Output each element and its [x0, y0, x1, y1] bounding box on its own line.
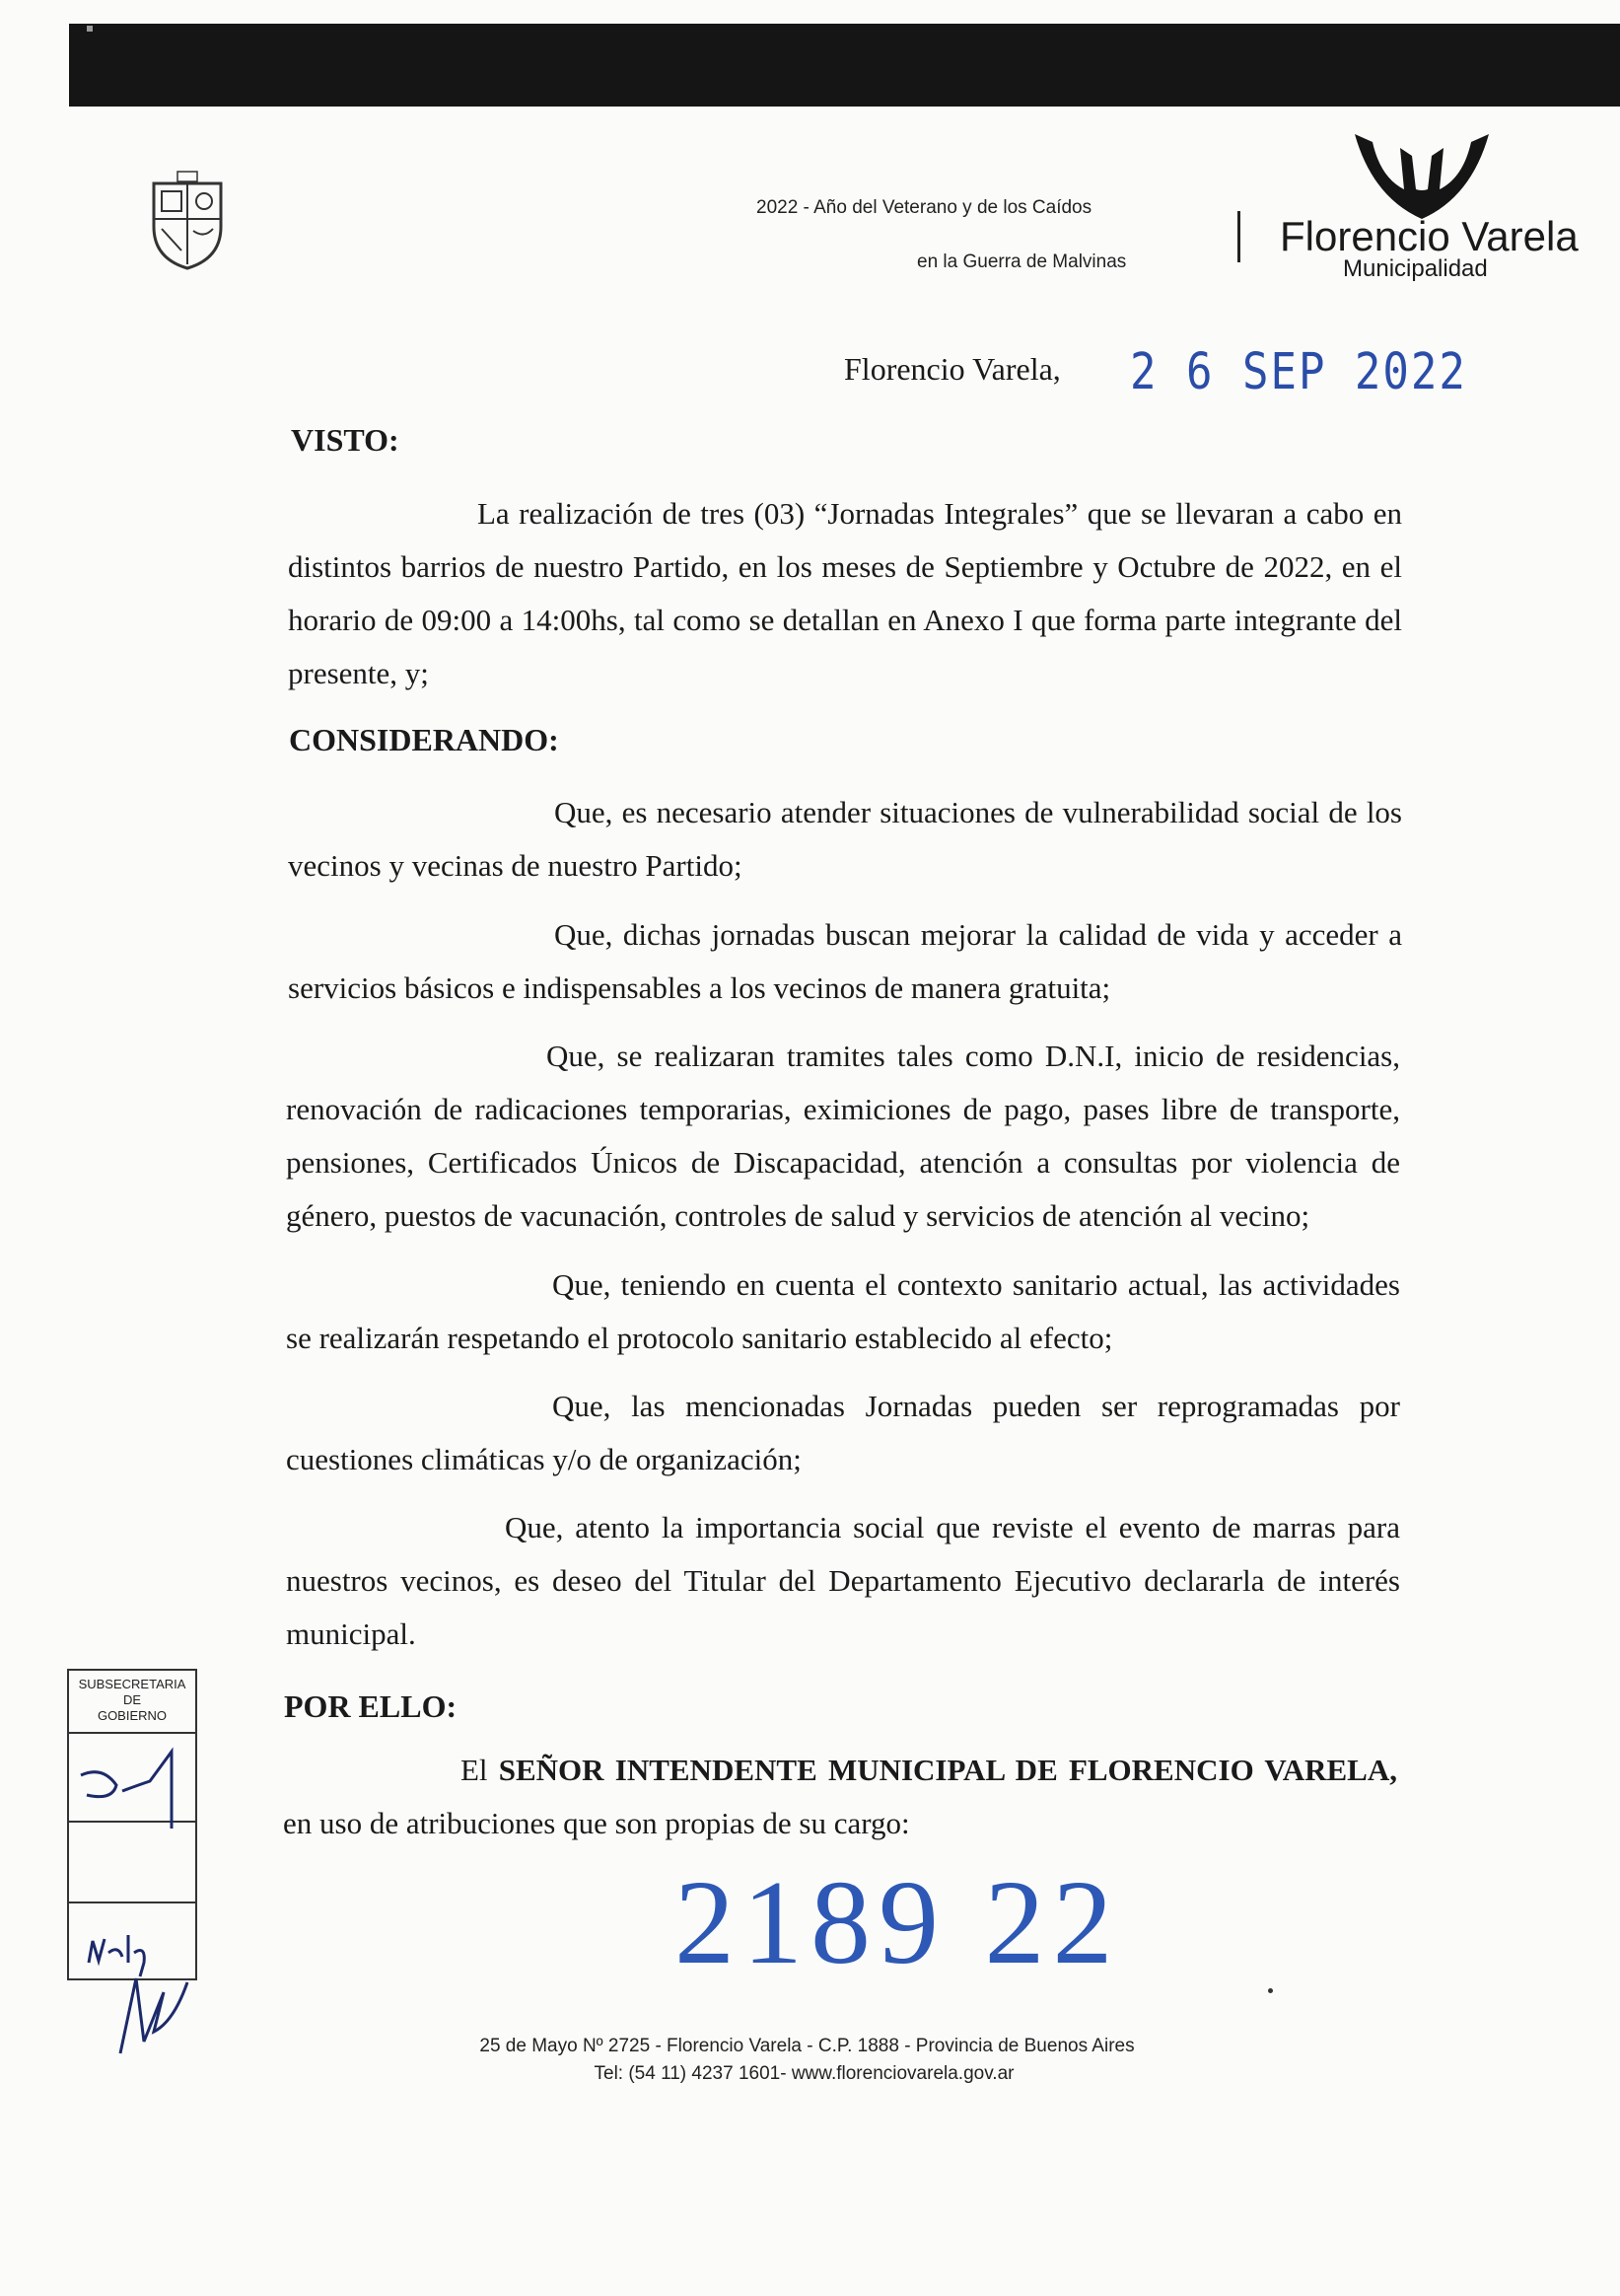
intendente-paragraph	[283, 1744, 1397, 1850]
stamp-divider	[69, 1732, 195, 1734]
date-stamp: 2 6 SEP 2022	[1130, 343, 1467, 401]
municipality-logo-icon	[1353, 128, 1491, 221]
stamp-title-line: GOBIERNO	[97, 1708, 168, 1723]
decree-number-stamp: 2189 22	[674, 1856, 1121, 1989]
handwritten-signature-icon	[73, 1746, 191, 1834]
stamp-title-line: SUBSECRETARIA	[78, 1677, 186, 1691]
footer-contact: Tel: (54 11) 4237 1601- www.florenciovarela.gov.ar	[594, 2063, 1015, 2084]
date-place: Florencio Varela,	[844, 351, 1061, 387]
brand-name: Florencio Varela	[1280, 213, 1579, 259]
intendente-title: SEÑOR INTENDENTE MUNICIPAL DE FLORENCIO VARELA,	[498, 1753, 1397, 1787]
footer-address: 25 de Mayo Nº 2725 - Florencio Varela - C.P. 1888 - Provincia de Buenos Aires	[479, 2036, 1135, 2056]
year-motto-line2: en la Guerra de Malvinas	[917, 251, 1127, 272]
stamp-title	[69, 1677, 195, 1724]
stamp-title-line: DE	[122, 1692, 142, 1707]
considerando-paragraph: Que, atento la importancia social que reviste el evento de marras para nuestros vecinos, es deseo del Titular del Departamento Ejecutivo declararla de interés municipal.	[286, 1510, 1400, 1651]
header-divider	[1237, 211, 1240, 262]
intendente-suffix: en uso de atribuciones que son propias de su cargo:	[283, 1806, 910, 1840]
scan-top-bar	[69, 24, 1620, 107]
year-motto-line1: 2022 - Año del Veterano y de los Caídos	[756, 197, 1092, 218]
ink-dot	[1268, 1988, 1273, 1993]
considerando-paragraph: Que, teniendo en cuenta el contexto sanitario actual, las actividades se realizarán respetando el protocolo sanitario establecido al efecto;	[286, 1267, 1400, 1355]
considerando-paragraph: Que, las mencionadas Jornadas pueden ser reprogramadas por cuestiones climáticas y/o de organización;	[286, 1389, 1400, 1476]
visto-heading: VISTO:	[291, 422, 399, 458]
considerando-heading: CONSIDERANDO:	[289, 722, 559, 757]
considerando-paragraph: Que, se realizaran tramites tales como D.N.I, inicio de residencias, renovación de radicaciones temporarias, eximiciones de pago, pases libre de transporte, pensiones, Certificados Únicos de Discapacidad, atención a consultas por violencia de género, puestos de vacunación, controles de salud y servicios de atención al vecino;	[286, 1039, 1400, 1233]
stamp-divider	[69, 1901, 195, 1903]
considerando-paragraph: Que, es necesario atender situaciones de vulnerabilidad social de los vecinos y vecinas de nuestro Partido;	[288, 795, 1402, 883]
visto-paragraph: La realización de tres (03) “Jornadas Integrales” que se llevaran a cabo en distintos barrios de nuestro Partido, en los meses de Septiembre y Octubre de 2022, en el horario de 09:00 a 14:00hs, tal como se detallan en Anexo I que forma parte integrante del presente, y;	[288, 496, 1402, 690]
por-ello-heading: POR ELLO:	[284, 1688, 458, 1724]
brand-subtitle: Municipalidad	[1343, 255, 1488, 282]
coat-of-arms-icon	[148, 170, 227, 273]
scan-speck	[87, 26, 93, 32]
intendente-prefix: El	[460, 1753, 499, 1787]
considerando-paragraph: Que, dichas jornadas buscan mejorar la calidad de vida y acceder a servicios básicos e indispensables a los vecinos de manera gratuita;	[288, 917, 1402, 1005]
